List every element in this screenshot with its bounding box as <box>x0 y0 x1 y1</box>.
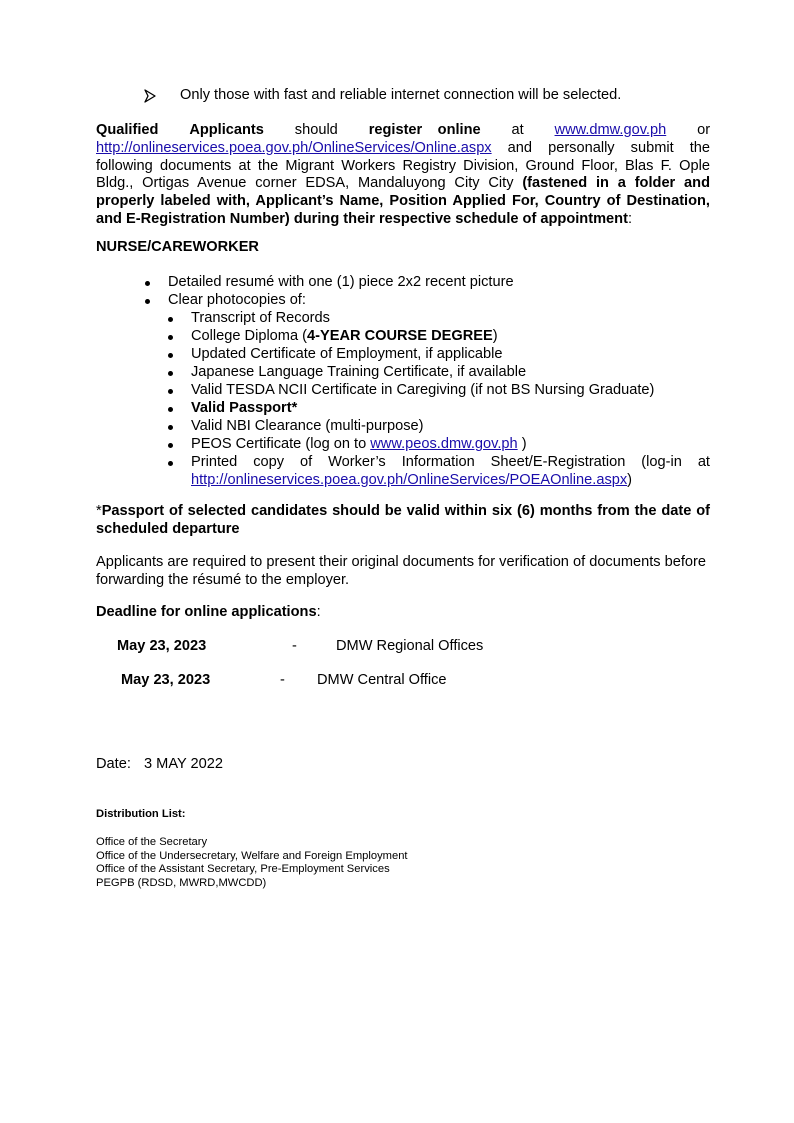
sub-list-item: Japanese Language Training Certificate, if available <box>191 364 527 380</box>
section-title <box>96 239 710 257</box>
qualified-word: Qualified <box>96 122 159 138</box>
bullet-dot-icon <box>168 443 173 448</box>
deadline-title <box>96 604 710 622</box>
bullet-dot-icon <box>168 425 173 430</box>
bullet-dot-icon <box>168 317 173 322</box>
peos-text: PEOS Certificate (log on to <box>191 436 371 452</box>
bullet-dot-icon <box>168 407 173 412</box>
diploma-text: College Diploma ( <box>191 328 307 344</box>
distribution-title: Distribution List: <box>96 808 186 820</box>
sub-list-item <box>191 400 297 418</box>
passport-note <box>96 503 710 539</box>
bullet-dot-icon <box>168 389 173 394</box>
list-item: Detailed resumé with one (1) piece 2x2 recent picture <box>168 274 514 290</box>
intro-end: : <box>627 210 632 227</box>
bullet-dot-icon <box>168 371 173 376</box>
peos-link[interactable]: www.peos.dmw.gov.ph <box>370 436 518 452</box>
date-label: Date: <box>96 756 131 772</box>
or-word: or <box>697 122 711 138</box>
peos-close: ) <box>517 436 527 452</box>
applicants-word: Applicants <box>189 122 264 138</box>
deadline-colon: : <box>316 604 321 620</box>
deadline-office: DMW Regional Offices <box>336 638 484 654</box>
arrow-item-text: Only those with fast and reliable internet connection will be selected. <box>180 87 622 103</box>
intro-body-text: and personally submit the following documents at the Migrant Workers Registry Division, Ground Floor, Blas F. Ople Bldg., Ortigas Avenue corner EDSA, Mandaluyong City City <box>96 139 710 192</box>
distribution-item: Office of the Assistant Secretary, Pre-Employment Services <box>96 863 390 875</box>
deadline-date: May 23, 2023 <box>121 672 211 688</box>
sub-list-item: Valid TESDA NCII Certificate in Caregiving (if not BS Nursing Graduate) <box>191 382 655 398</box>
sub-list-item <box>191 454 710 490</box>
worker-info-text: Printed copy of Worker’s Information Sheet/E-Registration (log-in at <box>191 454 710 470</box>
sub-list-item: Transcript of Records <box>191 310 330 326</box>
diploma-close: ) <box>492 328 498 344</box>
deadline-office: DMW Central Office <box>317 672 447 688</box>
valid-passport-text: Valid Passport* <box>191 400 298 416</box>
dmw-website-link[interactable]: www.dmw.gov.ph <box>554 122 667 138</box>
verification-note: Applicants are required to present their original documents for verification of documents before forwarding the résumé to the employer. <box>96 554 707 588</box>
sub-list-item: Updated Certificate of Employment, if applicable <box>191 346 503 362</box>
sub-list-item: Valid NBI Clearance (multi-purpose) <box>191 418 424 434</box>
bullet-dot-icon <box>168 335 173 340</box>
distribution-list <box>96 836 710 890</box>
intro-paragraph <box>96 122 710 229</box>
sub-list-item <box>191 436 527 454</box>
at-word: at <box>511 122 524 138</box>
should-word: should <box>294 122 338 138</box>
course-degree-text: 4-YEAR COURSE DEGREE <box>307 328 493 344</box>
bullet-dot-icon <box>168 353 173 358</box>
bullet-dot-icon <box>145 299 150 304</box>
passport-note-text: Passport of selected candidates should be valid within six (6) months from the date of scheduled departure <box>96 503 710 537</box>
deadline-title-text: Deadline for online applications <box>96 604 317 620</box>
poea-online-services-link[interactable]: http://onlineservices.poea.gov.ph/OnlineServices/Online.aspx <box>96 139 492 156</box>
worker-info-close: ) <box>627 471 633 488</box>
deadline-dash: - <box>280 672 285 688</box>
list-item: Clear photocopies of: <box>168 292 306 308</box>
intro-line-1 <box>96 122 710 140</box>
intro-bold-text: (fastened in a folder and properly labeled with, Applicant’s Name, Position Applied For, Country of Destination, and E-Registration Number) during their respective schedule of appointment <box>96 175 710 227</box>
section-title-text: NURSE/CAREWORKER <box>96 239 259 255</box>
distribution-item: PEGPB (RDSD, MWRD,MWCDD) <box>96 876 267 889</box>
intro-body <box>96 140 710 229</box>
asterisk: * <box>96 503 102 519</box>
worker-info-link-line <box>191 472 710 490</box>
deadline-dash: - <box>292 638 297 654</box>
distribution-item: Office of the Secretary <box>96 836 208 848</box>
bullet-dot-icon <box>145 281 150 286</box>
sub-list-item <box>191 328 498 346</box>
register-online-text: register online <box>368 122 481 138</box>
deadline-date: May 23, 2023 <box>117 638 207 654</box>
distribution-item: Office of the Undersecretary, Welfare and Foreign Employment <box>96 849 408 862</box>
poea-online-link[interactable]: http://onlineservices.poea.gov.ph/OnlineServices/POEAOnline.aspx <box>191 471 628 488</box>
date-value: 3 MAY 2022 <box>144 756 223 772</box>
bullet-dot-icon <box>168 461 173 466</box>
